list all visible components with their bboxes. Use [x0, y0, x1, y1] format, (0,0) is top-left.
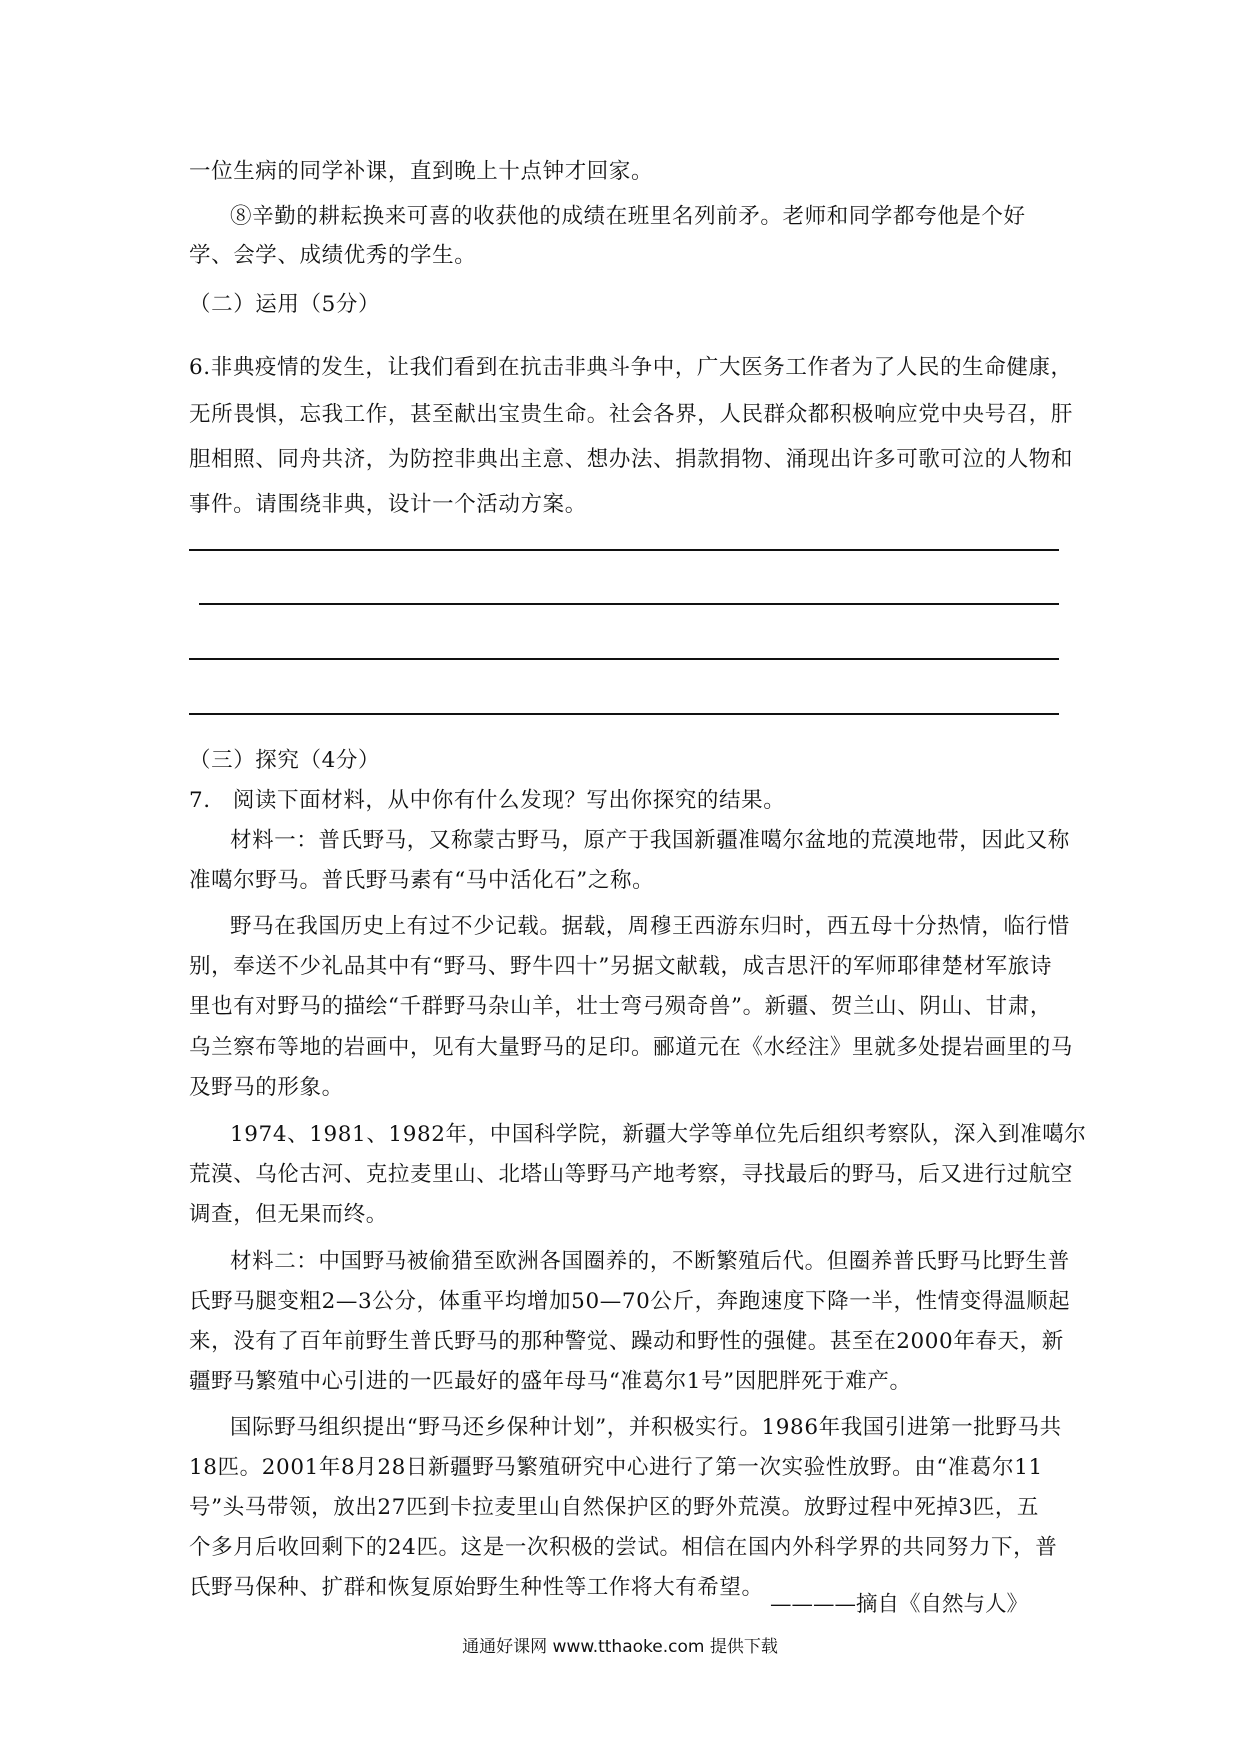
answer-line-2 [199, 603, 1059, 605]
material1-p3-line-2: 荒漠、乌伦古河、克拉麦里山、北塔山等野马产地考察，寻找最后的野马，后又进行过航空 [189, 1162, 1074, 1187]
material1-p2-line-3: 里也有对野马的描绘“千群野马杂山羊，壮士弯弓殒奇兽”。新疆、贺兰山、阴山、甘肃， [189, 994, 1052, 1019]
material2-p1-line-3: 来，没有了百年前野生普氏野马的那种警觉、躁动和野性的强健。甚至在2000年春天，新 [189, 1329, 1064, 1354]
material2-p2-line-4: 个多月后收回剩下的24匹。这是一次积极的尝试。相信在国内外科学界的共同努力下，普 [189, 1535, 1058, 1560]
continuation-line: 一位生病的同学补课，直到晚上十点钟才回家。 [189, 159, 654, 184]
attribution: ————摘自《自然与人》 [770, 1592, 1029, 1617]
answer-line-4 [189, 713, 1059, 715]
footer-source: 通通好课网 www.tthaoke.com 提供下载 [462, 1637, 778, 1657]
material2-p1-line-1: 材料二：中国野马被偷猎至欧洲各国圈养的，不断繁殖后代。但圈养普氏野马比野生普 [230, 1249, 1070, 1274]
para8-line-2: 学、会学、成绩优秀的学生。 [189, 243, 477, 268]
material2-p2-line-2: 18匹。2001年8月28日新疆野马繁殖研究中心进行了第一次实验性放野。由“准葛尔11 [189, 1455, 1043, 1480]
material1-p2-line-1: 野马在我国历史上有过不少记载。据载，周穆王西游东归时，西五母十分热情，临行惜 [230, 914, 1070, 939]
material1-p2-line-5: 及野马的形象。 [189, 1075, 344, 1100]
material2-p2-line-5: 氏野马保种、扩群和恢复原始野生种性等工作将大有希望。 [189, 1575, 764, 1600]
material1-p2-line-2: 别，奉送不少礼品其中有“野马、野牛四十”另据文献载，成吉思汗的军师耶律楚材军旅诗 [189, 954, 1052, 979]
q6-line-3: 胆相照、同舟共济，为防控非典出主意、想办法、捐款捐物、涌现出许多可歌可泣的人物和 [189, 447, 1074, 472]
material2-p1-line-4: 疆野马繁殖中心引进的一匹最好的盛年母马“准葛尔1号”因肥胖死于难产。 [189, 1369, 912, 1394]
material2-p2-line-3: 号”头马带领，放出27匹到卡拉麦里山自然保护区的野外荒漠。放野过程中死掉3匹，五 [189, 1495, 1040, 1520]
q6-line-2: 无所畏惧，忘我工作，甚至献出宝贵生命。社会各界，人民群众都积极响应党中央号召，肝 [189, 402, 1074, 427]
material1-p2-line-4: 乌兰察布等地的岩画中，见有大量野马的足印。郦道元在《水经注》里就多处提岩画里的马 [189, 1035, 1074, 1060]
material1-p1-line-2: 准噶尔野马。普氏野马素有“马中活化石”之称。 [189, 868, 655, 893]
q6-line-1: 6.非典疫情的发生，让我们看到在抗击非典斗争中，广大医务工作者为了人民的生命健康， [189, 355, 1073, 380]
section-2-title: （二）运用（5分） [189, 292, 381, 317]
para8-line-1: ⑧辛勤的耕耘换来可喜的收获他的成绩在班里名列前矛。老师和同学都夸他是个好 [230, 204, 1026, 229]
material1-p3-line-3: 调查，但无果而终。 [189, 1202, 388, 1227]
answer-line-1 [189, 549, 1059, 551]
answer-line-3 [189, 658, 1059, 660]
q6-line-4: 事件。请围绕非典，设计一个活动方案。 [189, 492, 587, 517]
material1-p3-line-1: 1974、1981、1982年，中国科学院，新疆大学等单位先后组织考察队，深入到准噶尔 [230, 1122, 1087, 1147]
material1-p1-line-1: 材料一：普氏野马，又称蒙古野马，原产于我国新疆准噶尔盆地的荒漠地带，因此又称 [230, 828, 1070, 853]
q7-prompt: 7. 阅读下面材料，从中你有什么发现？写出你探究的结果。 [189, 788, 786, 813]
material2-p1-line-2: 氏野马腿变粗2—3公分，体重平均增加50—70公斤，奔跑速度下降一半，性情变得温顺起 [189, 1289, 1071, 1314]
material2-p2-line-1: 国际野马组织提出“野马还乡保种计划”，并积极实行。1986年我国引进第一批野马共 [230, 1415, 1062, 1440]
section-3-title: （三）探究（4分） [189, 748, 381, 773]
